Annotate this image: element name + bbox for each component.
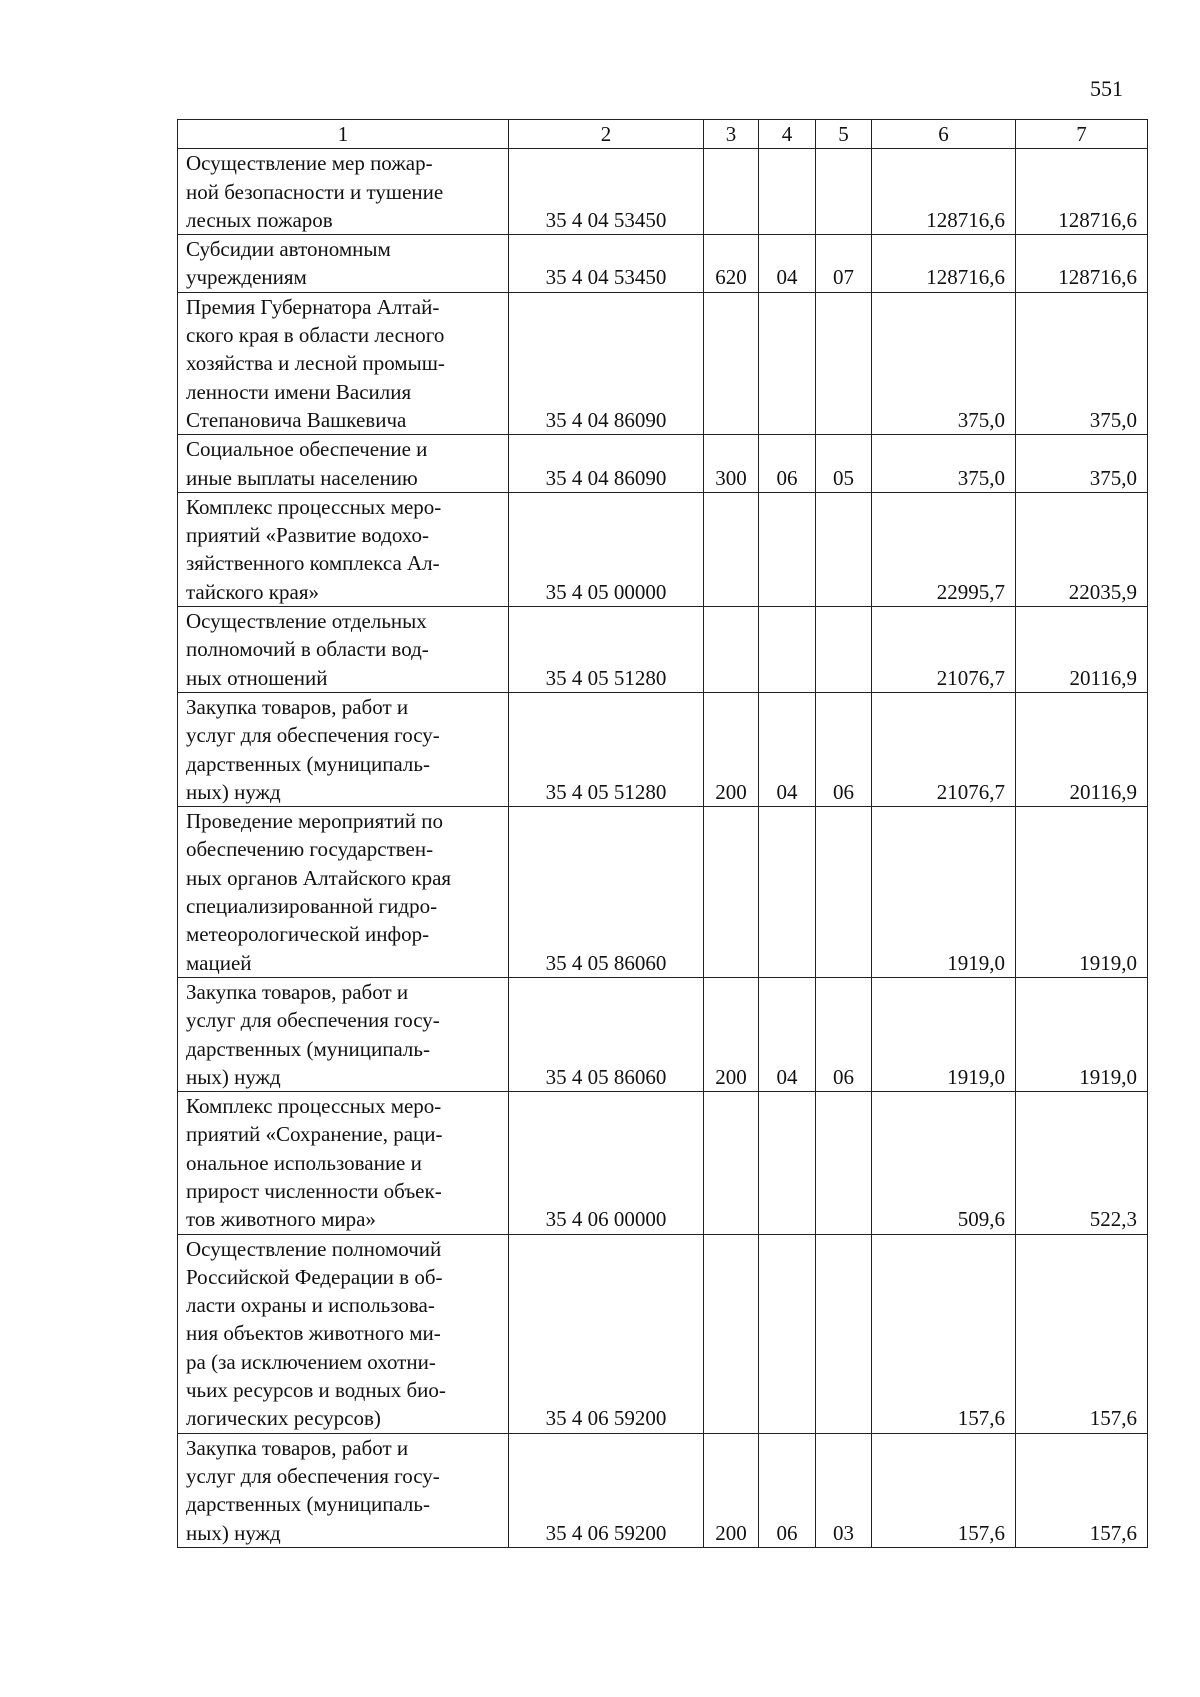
section-cell [759, 1092, 816, 1234]
expense-name-line: приятий «Сохранение, раци- [186, 1122, 443, 1147]
target-code-cell: 35 4 05 86060 [509, 977, 704, 1091]
table-row [178, 292, 1148, 434]
expense-name-line: Осуществление мер пожар- [186, 151, 433, 176]
expense-name-line: прирост численности объек- [186, 1178, 442, 1203]
expense-name-line: Российской Федерации в об- [186, 1264, 443, 1289]
amount-year2-cell: 128716,6 [1016, 235, 1148, 293]
target-code-cell: 35 4 04 53450 [509, 149, 704, 235]
table-row [178, 692, 1148, 806]
expense-name-line: Комплекс процессных меро- [186, 494, 442, 519]
amount-year2-cell: 1919,0 [1016, 807, 1148, 978]
expense-name-line: услуг для обеспечения госу- [186, 1463, 440, 1488]
section-cell: 04 [759, 977, 816, 1091]
table-row [178, 235, 1148, 293]
expense-type-cell: 620 [704, 235, 759, 293]
section-cell: 04 [759, 235, 816, 293]
expense-name-line: хозяйства и лесной промыш- [186, 351, 445, 376]
amount-year2-cell: 157,6 [1016, 1234, 1148, 1433]
expense-name-line: Закупка товаров, работ и [186, 694, 409, 719]
amount-year1-cell: 375,0 [872, 435, 1016, 493]
expense-name-line: иные выплаты населению [186, 465, 418, 490]
expense-name-cell [178, 492, 509, 606]
expense-name-line: тайского края» [186, 579, 319, 604]
subsection-cell [816, 807, 872, 978]
amount-year1-cell: 21076,7 [872, 692, 1016, 806]
expense-name-line: Осуществление полномочий [186, 1236, 442, 1261]
section-cell [759, 607, 816, 693]
subsection-cell [816, 292, 872, 434]
subsection-cell: 07 [816, 235, 872, 293]
expense-name-line: Премия Губернатора Алтай- [186, 294, 440, 319]
subsection-cell: 06 [816, 692, 872, 806]
expense-name-cell [178, 977, 509, 1091]
column-header: 7 [1016, 120, 1148, 149]
expense-name-line: дарственных (муниципаль- [186, 1492, 430, 1517]
target-code-cell: 35 4 05 51280 [509, 607, 704, 693]
amount-year2-cell: 1919,0 [1016, 977, 1148, 1091]
expense-name-cell [178, 607, 509, 693]
expense-name-line: ной безопасности и тушение [186, 179, 444, 204]
subsection-cell [816, 1092, 872, 1234]
expense-type-cell [704, 292, 759, 434]
expense-name-line: ональное использование и [186, 1150, 422, 1175]
expense-name-line: приятий «Развитие водохо- [186, 523, 429, 548]
expense-name-line: Комплекс процессных меро- [186, 1094, 442, 1119]
expense-name-line: Проведение мероприятий по [186, 809, 443, 834]
expense-name-line: дарственных (муниципаль- [186, 1036, 430, 1061]
expense-name-line: метеорологической инфор- [186, 922, 430, 947]
expense-name-line: услуг для обеспечения госу- [186, 723, 440, 748]
expense-type-cell [704, 1234, 759, 1433]
section-cell [759, 492, 816, 606]
target-code-cell: 35 4 04 53450 [509, 235, 704, 293]
table-row [178, 149, 1148, 235]
subsection-cell: 05 [816, 435, 872, 493]
target-code-cell: 35 4 04 86090 [509, 435, 704, 493]
expense-name-line: лесных пожаров [186, 207, 333, 232]
subsection-cell: 06 [816, 977, 872, 1091]
expense-name-line: Социальное обеспечение и [186, 437, 428, 462]
expense-name-line: услуг для обеспечения госу- [186, 1008, 440, 1033]
expense-name-cell [178, 1234, 509, 1433]
expense-name-line: логических ресурсов) [186, 1406, 381, 1431]
amount-year2-cell: 375,0 [1016, 292, 1148, 434]
section-cell: 06 [759, 435, 816, 493]
table-row [178, 977, 1148, 1091]
subsection-cell [816, 607, 872, 693]
table-row [178, 1433, 1148, 1547]
target-code-cell: 35 4 04 86090 [509, 292, 704, 434]
expense-name-line: дарственных (муниципаль- [186, 751, 430, 776]
amount-year2-cell: 375,0 [1016, 435, 1148, 493]
target-code-cell: 35 4 05 86060 [509, 807, 704, 978]
expense-name-cell [178, 435, 509, 493]
amount-year1-cell: 1919,0 [872, 977, 1016, 1091]
expense-name-line: ных) нужд [186, 1520, 281, 1545]
amount-year2-cell: 20116,9 [1016, 607, 1148, 693]
table-row [178, 492, 1148, 606]
table-row [178, 1092, 1148, 1234]
target-code-cell: 35 4 05 00000 [509, 492, 704, 606]
expense-type-cell: 300 [704, 435, 759, 493]
budget-table [177, 119, 1148, 1548]
column-header: 2 [509, 120, 704, 149]
expense-type-cell [704, 149, 759, 235]
section-cell: 04 [759, 692, 816, 806]
expense-name-line: ных отношений [186, 665, 328, 690]
expense-type-cell: 200 [704, 1433, 759, 1547]
amount-year1-cell: 157,6 [872, 1234, 1016, 1433]
amount-year1-cell: 157,6 [872, 1433, 1016, 1547]
expense-type-cell [704, 1092, 759, 1234]
page-number: 551 [1090, 76, 1123, 101]
expense-name-line: тов животного мира» [186, 1207, 376, 1232]
target-code-cell: 35 4 06 00000 [509, 1092, 704, 1234]
expense-name-line: мацией [186, 950, 252, 975]
subsection-cell: 03 [816, 1433, 872, 1547]
section-cell [759, 292, 816, 434]
table-row [178, 807, 1148, 978]
amount-year1-cell: 21076,7 [872, 607, 1016, 693]
expense-name-cell [178, 235, 509, 293]
expense-name-line: зяйственного комплекса Ал- [186, 551, 440, 576]
section-cell [759, 807, 816, 978]
column-header: 1 [178, 120, 509, 149]
amount-year2-cell: 157,6 [1016, 1433, 1148, 1547]
target-code-cell: 35 4 06 59200 [509, 1433, 704, 1547]
expense-name-line: Субсидии автономным [186, 237, 391, 262]
expense-type-cell: 200 [704, 977, 759, 1091]
expense-name-line: специализированной гидро- [186, 894, 438, 919]
target-code-cell: 35 4 05 51280 [509, 692, 704, 806]
expense-name-line: ского края в области лесного [186, 323, 445, 348]
section-cell [759, 149, 816, 235]
amount-year1-cell: 1919,0 [872, 807, 1016, 978]
subsection-cell [816, 492, 872, 606]
expense-type-cell [704, 492, 759, 606]
expense-name-line: ра (за исключением охотни- [186, 1349, 436, 1374]
amount-year1-cell: 128716,6 [872, 235, 1016, 293]
expense-name-line: полномочий в области вод- [186, 637, 429, 662]
expense-name-cell [178, 1433, 509, 1547]
expense-name-line: ных) нужд [186, 1064, 281, 1089]
amount-year1-cell: 128716,6 [872, 149, 1016, 235]
column-header: 6 [872, 120, 1016, 149]
amount-year1-cell: 509,6 [872, 1092, 1016, 1234]
expense-name-cell [178, 292, 509, 434]
table-row [178, 607, 1148, 693]
expense-name-line: Степановича Вашкевича [186, 407, 407, 432]
expense-name-line: ных) нужд [186, 779, 281, 804]
expense-name-line: Закупка товаров, работ и [186, 1435, 409, 1460]
expense-name-cell [178, 807, 509, 978]
expense-type-cell [704, 607, 759, 693]
amount-year2-cell: 522,3 [1016, 1092, 1148, 1234]
section-cell [759, 1234, 816, 1433]
expense-name-cell [178, 149, 509, 235]
expense-name-line: обеспечению государствен- [186, 837, 434, 862]
expense-type-cell: 200 [704, 692, 759, 806]
amount-year2-cell: 128716,6 [1016, 149, 1148, 235]
expense-name-line: ленности имени Василия [186, 379, 412, 404]
table-row [178, 435, 1148, 493]
section-cell: 06 [759, 1433, 816, 1547]
amount-year1-cell: 22995,7 [872, 492, 1016, 606]
expense-name-line: учреждениям [186, 265, 307, 290]
subsection-cell [816, 149, 872, 235]
column-header: 3 [704, 120, 759, 149]
expense-name-cell [178, 1092, 509, 1234]
column-header: 4 [759, 120, 816, 149]
expense-name-line: чьих ресурсов и водных био- [186, 1378, 446, 1403]
target-code-cell: 35 4 06 59200 [509, 1234, 704, 1433]
table-header-row [178, 120, 1148, 149]
subsection-cell [816, 1234, 872, 1433]
expense-name-line: Осуществление отдельных [186, 609, 427, 634]
column-header: 5 [816, 120, 872, 149]
expense-type-cell [704, 807, 759, 978]
expense-name-line: Закупка товаров, работ и [186, 979, 409, 1004]
amount-year2-cell: 22035,9 [1016, 492, 1148, 606]
table-row [178, 1234, 1148, 1433]
amount-year1-cell: 375,0 [872, 292, 1016, 434]
expense-name-line: ных органов Алтайского края [186, 865, 452, 890]
amount-year2-cell: 20116,9 [1016, 692, 1148, 806]
expense-name-cell [178, 692, 509, 806]
expense-name-line: ласти охраны и использова- [186, 1293, 435, 1318]
expense-name-line: ния объектов животного ми- [186, 1321, 441, 1346]
